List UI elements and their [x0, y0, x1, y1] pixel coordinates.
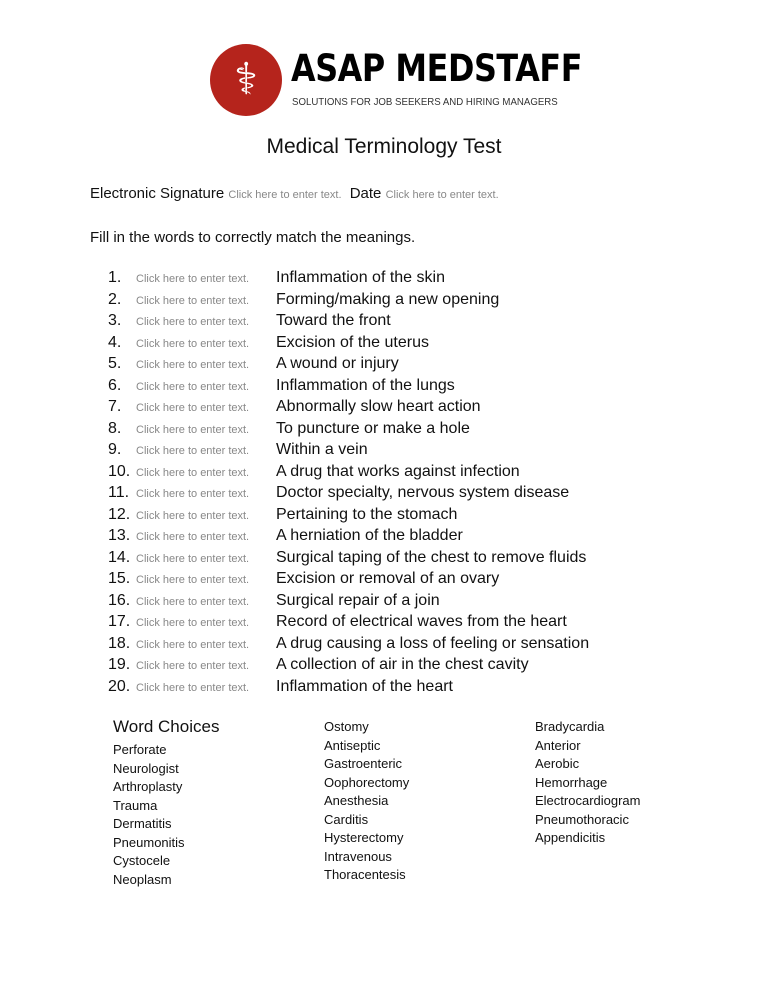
signature-label: Electronic Signature — [90, 185, 225, 202]
question-number: 8. — [108, 419, 122, 437]
definition: Doctor specialty, nervous system disease — [276, 484, 570, 501]
question-row — [108, 376, 455, 397]
question-number: 18. — [108, 634, 131, 652]
answer-input[interactable]: Click here to enter text. — [136, 466, 250, 479]
question-row — [108, 268, 445, 289]
answer-input[interactable]: Click here to enter text. — [136, 681, 250, 694]
word-choice: Neurologist — [113, 760, 179, 776]
question-number: 6. — [108, 376, 122, 394]
question-number: 4. — [108, 333, 122, 351]
word-choice: Cystocele — [113, 853, 171, 868]
word-column-2 — [324, 718, 409, 885]
definition: Inflammation of the heart — [276, 677, 453, 695]
date-input[interactable]: Click here to enter text. — [385, 189, 499, 201]
question-number: 13. — [108, 527, 131, 544]
definition: A drug that works against infection — [276, 462, 520, 480]
definition: A collection of air in the chest cavity — [276, 656, 529, 673]
word-choice: Electrocardiogram — [535, 793, 641, 808]
word-choice: Neoplasm — [113, 871, 172, 887]
answer-input[interactable]: Click here to enter text. — [136, 488, 250, 500]
answer-input[interactable]: Click here to enter text. — [136, 595, 250, 608]
definition: Inflammation of the lungs — [276, 376, 455, 394]
word-choice: Hysterectomy — [324, 830, 404, 845]
word-choice: Hemorrhage — [535, 774, 608, 790]
definition: Forming/making a new opening — [276, 290, 500, 308]
word-choice: Pneumothoracic — [535, 811, 629, 827]
question-row — [108, 569, 499, 590]
question-number: 7. — [108, 398, 122, 415]
question-row — [108, 591, 440, 612]
word-column-3 — [535, 718, 641, 848]
signature-line — [90, 185, 499, 204]
definition: To puncture or make a hole — [276, 419, 470, 437]
word-choice: Aerobic — [535, 756, 580, 771]
question-number: 12. — [108, 505, 131, 523]
word-choice: Anesthesia — [324, 793, 389, 808]
instructions: Fill in the words to correctly match the meanings. — [90, 229, 416, 246]
word-choice: Perforate — [113, 742, 167, 757]
question-number: 16. — [108, 591, 131, 609]
question-number: 14. — [108, 548, 131, 566]
definition: Within a vein — [276, 441, 368, 458]
logo — [210, 44, 583, 116]
word-choice: Carditis — [324, 811, 369, 827]
word-choice: Thoracentesis — [324, 867, 406, 882]
answer-input[interactable]: Click here to enter text. — [136, 638, 250, 651]
answer-input[interactable]: Click here to enter text. — [136, 402, 250, 414]
definition: Surgical taping of the chest to remove fluids — [276, 548, 587, 566]
definition: A herniation of the bladder — [276, 527, 463, 544]
question-number: 19. — [108, 656, 131, 673]
question-row — [108, 419, 470, 440]
question-row — [108, 440, 368, 461]
definition: Record of electrical waves from the heart — [276, 613, 567, 630]
question-number: 20. — [108, 677, 131, 695]
answer-input[interactable]: Click here to enter text. — [136, 316, 250, 328]
signature-input[interactable]: Click here to enter text. — [228, 189, 342, 201]
definition: Abnormally slow heart action — [276, 398, 481, 415]
word-choice: Appendicitis — [535, 830, 606, 845]
definition: A drug causing a loss of feeling or sensation — [276, 634, 590, 652]
word-choice: Bradycardia — [535, 719, 605, 734]
question-number: 11. — [108, 484, 130, 501]
answer-input[interactable]: Click here to enter text. — [136, 294, 250, 307]
question-row — [108, 548, 586, 569]
question-row — [108, 462, 520, 483]
word-column-1 — [113, 741, 185, 889]
question-number: 15. — [108, 570, 131, 587]
question-row — [108, 526, 463, 547]
word-choice: Ostomy — [324, 719, 369, 734]
word-choice: Trauma — [113, 797, 158, 813]
question-row — [108, 505, 457, 526]
page-title: Medical Terminology Test — [266, 135, 502, 158]
question-row — [108, 333, 429, 354]
question-number: 5. — [108, 355, 122, 372]
answer-input[interactable]: Click here to enter text. — [136, 531, 250, 543]
definition: Excision or removal of an ovary — [276, 570, 500, 587]
word-choices-heading: Word Choices — [113, 717, 220, 736]
answer-input[interactable]: Click here to enter text. — [136, 359, 250, 371]
word-choice: Oophorectomy — [324, 774, 410, 790]
word-choice: Arthroplasty — [113, 779, 183, 794]
question-row — [108, 311, 391, 332]
question-number: 2. — [108, 290, 122, 308]
question-row — [108, 397, 481, 418]
definition: Inflammation of the skin — [276, 269, 445, 286]
answer-input[interactable]: Click here to enter text. — [136, 552, 250, 565]
question-row — [108, 354, 399, 375]
answer-input[interactable]: Click here to enter text. — [136, 423, 250, 436]
word-choice: Dermatitis — [113, 816, 172, 831]
answer-input[interactable]: Click here to enter text. — [136, 337, 250, 350]
definition: Excision of the uterus — [276, 333, 429, 351]
answer-input[interactable]: Click here to enter text. — [136, 660, 250, 672]
answer-input[interactable]: Click here to enter text. — [136, 380, 250, 393]
question-number: 17. — [108, 613, 131, 630]
definition: Pertaining to the stomach — [276, 505, 458, 523]
question-number: 1. — [108, 269, 122, 286]
answer-input[interactable]: Click here to enter text. — [136, 445, 250, 457]
question-row — [108, 634, 589, 655]
question-number: 10. — [108, 462, 131, 480]
word-choice: Anterior — [535, 737, 581, 753]
caduceus-icon: ⚕ — [210, 44, 282, 116]
answer-input[interactable]: Click here to enter text. — [136, 509, 250, 522]
question-number: 3. — [108, 312, 122, 329]
question-number: 9. — [108, 441, 122, 458]
definition: Surgical repair of a join — [276, 591, 440, 609]
word-choice: Gastroenteric — [324, 756, 403, 771]
word-choice: Intravenous — [324, 848, 392, 864]
definition: Toward the front — [276, 312, 391, 329]
word-choice: Pneumonitis — [113, 834, 185, 850]
answer-input[interactable]: Click here to enter text. — [136, 617, 250, 629]
question-row — [108, 612, 567, 633]
question-row — [108, 677, 453, 698]
logo-tagline: SOLUTIONS FOR JOB SEEKERS AND HIRING MANAGERS — [292, 96, 558, 108]
answer-input[interactable]: Click here to enter text. — [136, 574, 250, 586]
date-label: Date — [349, 185, 382, 202]
question-row — [108, 483, 569, 504]
word-choice: Antiseptic — [324, 737, 381, 753]
definition: A wound or injury — [276, 355, 399, 372]
question-row — [108, 655, 529, 676]
answer-input[interactable]: Click here to enter text. — [136, 273, 250, 285]
question-row — [108, 290, 499, 311]
logo-name: ASAP MEDSTAFF — [291, 47, 583, 90]
